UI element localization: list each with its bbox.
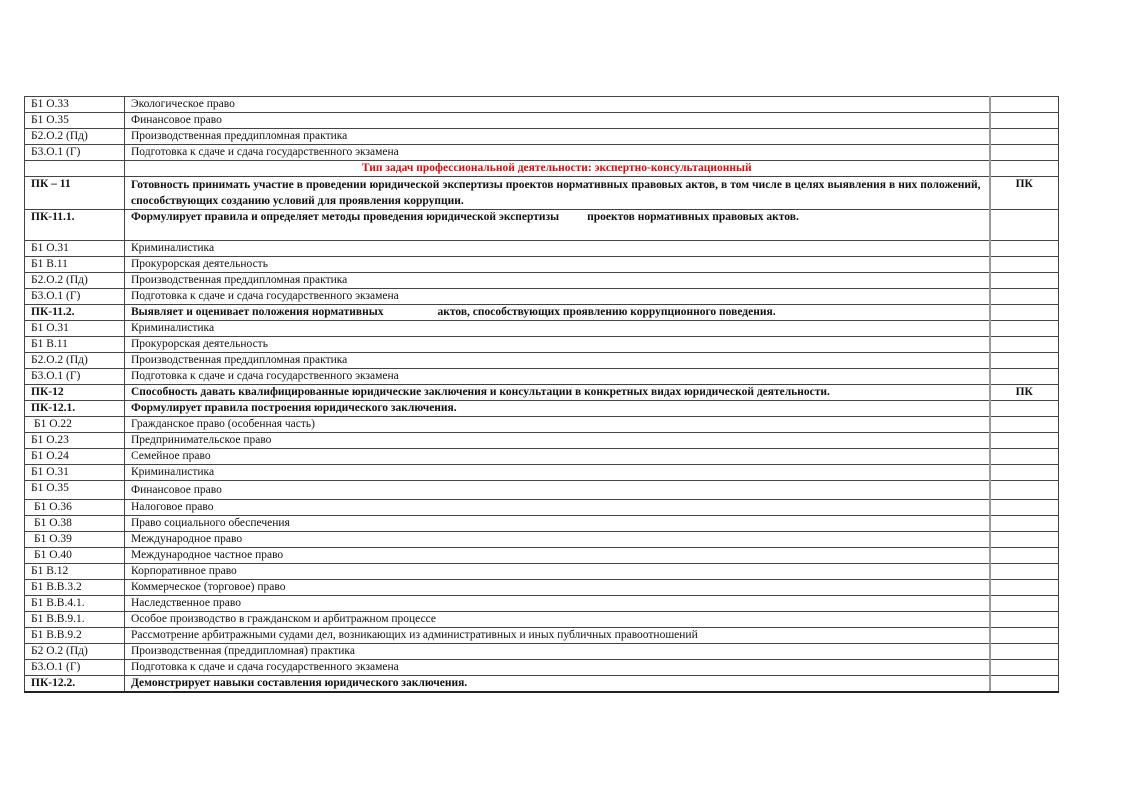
discipline-title: Особое производство в гражданском и арбитражном процессе — [125, 612, 990, 628]
discipline-title: Международное право — [125, 532, 990, 548]
competency-type — [990, 97, 1059, 113]
competency-type — [990, 241, 1059, 257]
discipline-code: Б3.О.1 (Г) — [25, 289, 125, 305]
table-row — [25, 433, 1059, 449]
competency-row — [25, 177, 1059, 210]
discipline-title: Экологическое право — [125, 97, 990, 113]
discipline-code: Б2.О.2 (Пд) — [25, 273, 125, 289]
discipline-title: Производственная преддипломная практика — [125, 353, 990, 369]
competency-type — [990, 449, 1059, 465]
section-header-row — [25, 161, 1059, 177]
indicator-code: ПК-12.2. — [25, 676, 125, 693]
competency-type — [990, 644, 1059, 660]
discipline-code: Б1 О.39 — [25, 532, 125, 548]
table-row — [25, 580, 1059, 596]
competency-type — [990, 273, 1059, 289]
discipline-code: Б1 В.12 — [25, 564, 125, 580]
table-row — [25, 628, 1059, 644]
discipline-code: Б1 В.В.9.2 — [25, 628, 125, 644]
competency-type: ПК — [990, 177, 1059, 210]
discipline-title: Право социального обеспечения — [125, 516, 990, 532]
competency-row — [25, 385, 1059, 401]
indicator-title: Формулирует правила построения юридического заключения. — [125, 401, 990, 417]
competency-type — [990, 532, 1059, 548]
table-row — [25, 564, 1059, 580]
indicator-title-part2: проектов нормативных правовых актов. — [587, 211, 799, 223]
discipline-code: Б3.О.1 (Г) — [25, 145, 125, 161]
table-row — [25, 289, 1059, 305]
competency-type — [990, 289, 1059, 305]
table-row — [25, 337, 1059, 353]
competency-type — [990, 628, 1059, 644]
competency-type — [990, 305, 1059, 321]
discipline-title: Подготовка к сдаче и сдача государственного экзамена — [125, 369, 990, 385]
table-row — [25, 129, 1059, 145]
discipline-title: Международное частное право — [125, 548, 990, 564]
table-row — [25, 241, 1059, 257]
competency-title: Готовность принимать участие в проведении юридической экспертизы проектов нормативных правовых актов, в том числе в целях выявления в них положений, способствующих созданию условий для проявления коррупции. — [125, 177, 990, 210]
competency-table — [24, 96, 1059, 693]
discipline-code: Б1 О.36 — [25, 500, 125, 516]
competency-type — [990, 548, 1059, 564]
table-row — [25, 97, 1059, 113]
competency-type — [990, 660, 1059, 676]
discipline-code: Б1 В.11 — [25, 337, 125, 353]
competency-type — [990, 676, 1059, 693]
competency-type — [990, 161, 1059, 177]
discipline-code: Б1 В.В.9.1. — [25, 612, 125, 628]
discipline-title: Производственная преддипломная практика — [125, 273, 990, 289]
indicator-code: ПК-12.1. — [25, 401, 125, 417]
competency-code: ПК – 11 — [25, 177, 125, 210]
discipline-code: Б1 В.В.4.1. — [25, 596, 125, 612]
table-row — [25, 321, 1059, 337]
discipline-title: Финансовое право — [125, 113, 990, 129]
competency-type — [990, 481, 1059, 500]
indicator-row — [25, 305, 1059, 321]
competency-type — [990, 596, 1059, 612]
discipline-code: Б1 О.38 — [25, 516, 125, 532]
competency-type — [990, 369, 1059, 385]
competency-type — [990, 564, 1059, 580]
discipline-code: Б1 В.В.3.2 — [25, 580, 125, 596]
table-row — [25, 113, 1059, 129]
indicator-title: Демонстрирует навыки составления юридического заключения. — [125, 676, 990, 693]
discipline-title: Рассмотрение арбитражными судами дел, возникающих из административных и иных публичных правоотношений — [125, 628, 990, 644]
discipline-code: Б1 О.23 — [25, 433, 125, 449]
discipline-code: Б1 О.33 — [25, 97, 125, 113]
indicator-title — [125, 210, 990, 241]
competency-type — [990, 337, 1059, 353]
discipline-code: Б1 В.11 — [25, 257, 125, 273]
discipline-title: Финансовое право — [125, 481, 990, 500]
discipline-title: Прокурорская деятельность — [125, 337, 990, 353]
indicator-title-part1: Выявляет и оценивает положения нормативных — [131, 306, 384, 318]
discipline-code: Б1 О.31 — [25, 321, 125, 337]
table-row — [25, 516, 1059, 532]
table-row — [25, 481, 1059, 500]
competency-type: ПК — [990, 385, 1059, 401]
competency-title: Способность давать квалифицированные юридические заключения и консультации в конкретных видах юридической деятельности. — [125, 385, 990, 401]
table-row — [25, 660, 1059, 676]
discipline-code: Б1 О.31 — [25, 241, 125, 257]
competency-code: ПК-12 — [25, 385, 125, 401]
competency-type — [990, 353, 1059, 369]
indicator-row — [25, 401, 1059, 417]
discipline-title: Подготовка к сдаче и сдача государственного экзамена — [125, 289, 990, 305]
task-type-heading: Тип задач профессиональной деятельности: экспертно-консультационный — [125, 161, 990, 177]
discipline-title: Производственная (преддипломная) практика — [125, 644, 990, 660]
indicator-code: ПК-11.2. — [25, 305, 125, 321]
indicator-row — [25, 210, 1059, 241]
discipline-title: Коммерческое (торговое) право — [125, 580, 990, 596]
discipline-code: Б3.О.1 (Г) — [25, 660, 125, 676]
indicator-title-part1: Формулирует правила и определяет методы проведения юридической экспертизы — [131, 211, 560, 223]
table-row — [25, 353, 1059, 369]
discipline-title: Производственная преддипломная практика — [125, 129, 990, 145]
competency-type — [990, 500, 1059, 516]
discipline-code: Б1 О.35 — [25, 113, 125, 129]
table-row — [25, 145, 1059, 161]
competency-type — [990, 401, 1059, 417]
competency-type — [990, 433, 1059, 449]
indicator-code: ПК-11.1. — [25, 210, 125, 241]
competency-type — [990, 321, 1059, 337]
table-row — [25, 449, 1059, 465]
table-row — [25, 596, 1059, 612]
discipline-title: Криминалистика — [125, 321, 990, 337]
discipline-code: Б1 О.22 — [25, 417, 125, 433]
discipline-title: Наследственное право — [125, 596, 990, 612]
competency-type — [990, 612, 1059, 628]
table-row — [25, 369, 1059, 385]
table-row — [25, 532, 1059, 548]
discipline-code: Б1 О.31 — [25, 465, 125, 481]
competency-type — [990, 516, 1059, 532]
document-page — [24, 96, 1058, 693]
competency-type — [990, 145, 1059, 161]
table-row — [25, 644, 1059, 660]
table-row — [25, 465, 1059, 481]
discipline-code — [25, 161, 125, 177]
discipline-title: Налоговое право — [125, 500, 990, 516]
competency-type — [990, 580, 1059, 596]
table-row — [25, 417, 1059, 433]
indicator-row — [25, 676, 1059, 693]
discipline-code: Б1 О.35 — [25, 481, 125, 500]
competency-type — [990, 210, 1059, 241]
table-row — [25, 257, 1059, 273]
discipline-title: Гражданское право (особенная часть) — [125, 417, 990, 433]
discipline-title: Криминалистика — [125, 465, 990, 481]
discipline-code: Б3.О.1 (Г) — [25, 369, 125, 385]
indicator-title — [125, 305, 990, 321]
indicator-title-part2: актов, способствующих проявлению коррупционного поведения. — [437, 306, 776, 318]
table-row — [25, 500, 1059, 516]
table-row — [25, 548, 1059, 564]
discipline-code: Б2.О.2 (Пд) — [25, 353, 125, 369]
table-row — [25, 273, 1059, 289]
competency-type — [990, 129, 1059, 145]
discipline-title: Прокурорская деятельность — [125, 257, 990, 273]
competency-type — [990, 257, 1059, 273]
table-row — [25, 612, 1059, 628]
discipline-title: Подготовка к сдаче и сдача государственного экзамена — [125, 660, 990, 676]
discipline-title: Семейное право — [125, 449, 990, 465]
discipline-code: Б1 О.24 — [25, 449, 125, 465]
discipline-title: Криминалистика — [125, 241, 990, 257]
competency-type — [990, 417, 1059, 433]
discipline-title: Подготовка к сдаче и сдача государственного экзамена — [125, 145, 990, 161]
discipline-code: Б2.О.2 (Пд) — [25, 129, 125, 145]
discipline-title: Предпринимательское право — [125, 433, 990, 449]
discipline-title: Корпоративное право — [125, 564, 990, 580]
discipline-code: Б1 О.40 — [25, 548, 125, 564]
discipline-code: Б2 О.2 (Пд) — [25, 644, 125, 660]
competency-type — [990, 465, 1059, 481]
competency-type — [990, 113, 1059, 129]
